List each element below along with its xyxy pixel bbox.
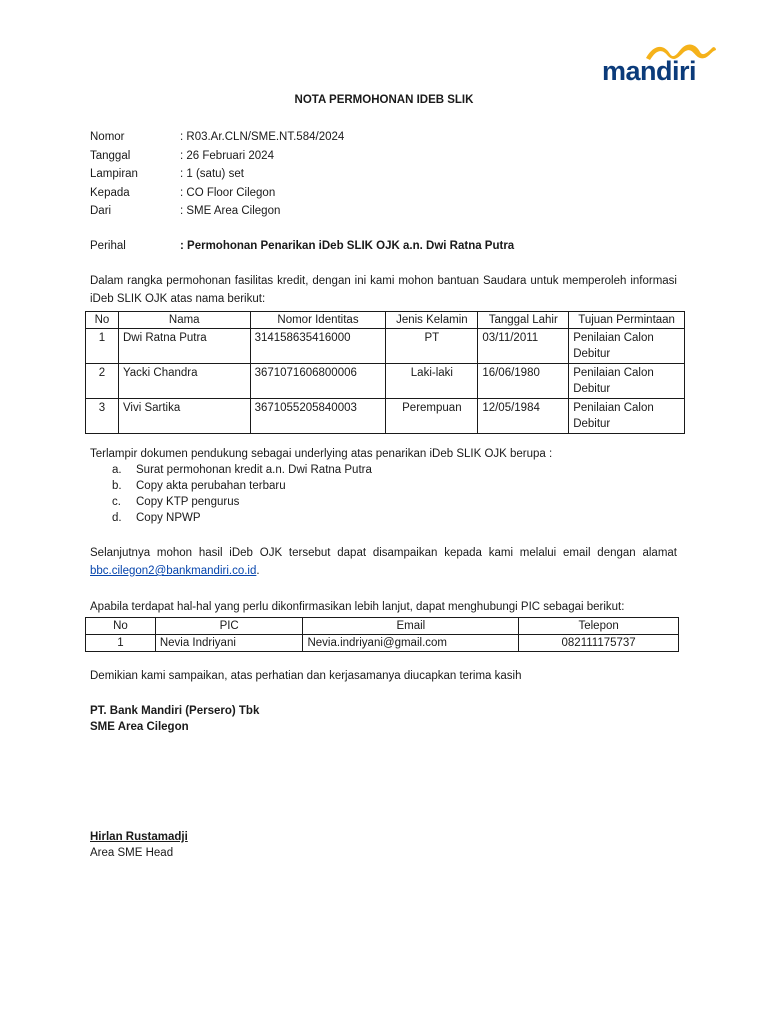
column-header: Telepon bbox=[519, 618, 679, 635]
meta-row-dari bbox=[90, 202, 344, 221]
debtor-table bbox=[85, 311, 685, 434]
list-item bbox=[112, 494, 372, 510]
subject-value: : Permohonan Penarikan iDeb SLIK OJK a.n. Dwi Ratna Putra bbox=[180, 240, 515, 252]
list-marker: b. bbox=[112, 480, 122, 492]
signatory-role: Area SME Head bbox=[90, 847, 174, 859]
table-cell: Perempuan bbox=[386, 399, 478, 434]
table-cell: Penilaian Calon Debitur bbox=[569, 329, 685, 364]
table-cell: Vivi Sartika bbox=[118, 399, 250, 434]
email-link[interactable]: bbc.cilegon2@bankmandiri.co.id bbox=[90, 565, 257, 577]
table-cell: Yacki Chandra bbox=[118, 364, 250, 399]
meta-row-lampiran bbox=[90, 165, 344, 184]
list-item bbox=[112, 478, 372, 494]
subject-line bbox=[90, 237, 514, 255]
meta-row-tanggal bbox=[90, 147, 344, 166]
meta-value: : CO Floor Cilegon bbox=[180, 186, 276, 199]
column-header: No bbox=[86, 618, 156, 635]
table-cell: 1 bbox=[86, 635, 156, 652]
table-row bbox=[86, 329, 685, 364]
column-header: Email bbox=[303, 618, 519, 635]
table-cell: Nevia.indriyani@gmail.com bbox=[303, 635, 519, 652]
meta-label: Kepada bbox=[90, 186, 130, 199]
table-cell: Nevia Indriyani bbox=[155, 635, 303, 652]
column-header: PIC bbox=[155, 618, 303, 635]
list-marker: c. bbox=[112, 496, 121, 508]
table-cell: 082111175737 bbox=[519, 635, 679, 652]
email-request-text: Selanjutnya mohon hasil iDeb OJK tersebut dapat disampaikan kepada kami melalui email dengan alamat bbox=[90, 547, 677, 559]
list-text: Copy KTP pengurus bbox=[136, 496, 240, 508]
meta-label: Nomor bbox=[90, 131, 125, 143]
table-cell: 314158635416000 bbox=[250, 329, 386, 364]
meta-row-nomor bbox=[90, 128, 344, 147]
meta-label: Lampiran bbox=[90, 168, 138, 180]
pic-table bbox=[85, 617, 679, 652]
column-header: Tanggal Lahir bbox=[478, 312, 569, 329]
table-header-row bbox=[86, 312, 685, 329]
column-header: Nomor Identitas bbox=[250, 312, 386, 329]
list-text: Copy akta perubahan terbaru bbox=[136, 480, 286, 492]
logo-wordmark: mandiri bbox=[602, 56, 697, 86]
column-header: No bbox=[86, 312, 119, 329]
table-cell: Penilaian Calon Debitur bbox=[569, 399, 685, 434]
table-cell: 03/11/2011 bbox=[478, 329, 569, 364]
meta-value: : R03.Ar.CLN/SME.NT.584/2024 bbox=[180, 131, 345, 143]
meta-label: Tanggal bbox=[90, 149, 131, 162]
attachments-list bbox=[112, 462, 372, 526]
column-header: Tujuan Permintaan bbox=[569, 312, 685, 329]
list-item bbox=[112, 510, 372, 526]
signature-organization bbox=[90, 703, 259, 735]
signatory-name: Hirlan Rustamadji bbox=[90, 831, 188, 843]
table-row bbox=[86, 635, 679, 652]
list-item bbox=[112, 462, 372, 478]
intro-paragraph: Dalam rangka permohonan fasilitas kredit, dengan ini kami mohon bantuan Saudara untuk memperoleh informasi iDeb SLIK OJK atas nama berikut: bbox=[90, 275, 677, 305]
meta-value: : SME Area Cilegon bbox=[180, 205, 281, 217]
table-cell: 3 bbox=[86, 399, 119, 434]
list-text: Copy NPWP bbox=[136, 512, 201, 524]
memo-header bbox=[90, 128, 344, 221]
table-cell: Dwi Ratna Putra bbox=[118, 329, 250, 364]
table-cell: 3671071606800006 bbox=[250, 364, 386, 399]
column-header: Nama bbox=[118, 312, 250, 329]
bank-logo bbox=[600, 42, 718, 86]
table-cell: Penilaian Calon Debitur bbox=[569, 364, 685, 399]
document-title: NOTA PERMOHONAN IDEB SLIK bbox=[294, 94, 474, 106]
pic-intro: Apabila terdapat hal-hal yang perlu dikonfirmasikan lebih lanjut, dapat menghubungi PIC sebagai berikut: bbox=[90, 601, 625, 613]
meta-value: : 1 (satu) set bbox=[180, 168, 244, 180]
signature-company: PT. Bank Mandiri (Persero) Tbk bbox=[90, 705, 260, 717]
table-row bbox=[86, 364, 685, 399]
table-cell: PT bbox=[386, 329, 478, 364]
table-cell: Laki-laki bbox=[386, 364, 478, 399]
table-cell: 1 bbox=[86, 329, 119, 364]
list-text: Surat permohonan kredit a.n. Dwi Ratna Putra bbox=[136, 464, 372, 476]
signature-unit: SME Area Cilegon bbox=[90, 721, 189, 733]
meta-row-kepada bbox=[90, 184, 344, 203]
email-request-suffix: . bbox=[256, 565, 260, 577]
table-header-row bbox=[86, 618, 679, 635]
column-header: Jenis Kelamin bbox=[386, 312, 478, 329]
closing-paragraph: Demikian kami sampaikan, atas perhatian dan kerjasamanya diucapkan terima kasih bbox=[90, 670, 522, 682]
table-cell: 12/05/1984 bbox=[478, 399, 569, 434]
email-request-paragraph bbox=[90, 544, 677, 580]
attachments-intro: Terlampir dokumen pendukung sebagai underlying atas penarikan iDeb SLIK OJK berupa : bbox=[90, 448, 553, 460]
table-row bbox=[86, 399, 685, 434]
list-marker: a. bbox=[112, 464, 122, 476]
table-cell: 3671055205840003 bbox=[250, 399, 386, 434]
meta-value: : 26 Februari 2024 bbox=[180, 149, 274, 162]
subject-label: Perihal bbox=[90, 240, 126, 252]
table-cell: 2 bbox=[86, 364, 119, 399]
meta-label: Dari bbox=[90, 205, 112, 217]
table-cell: 16/06/1980 bbox=[478, 364, 569, 399]
list-marker: d. bbox=[112, 512, 122, 524]
